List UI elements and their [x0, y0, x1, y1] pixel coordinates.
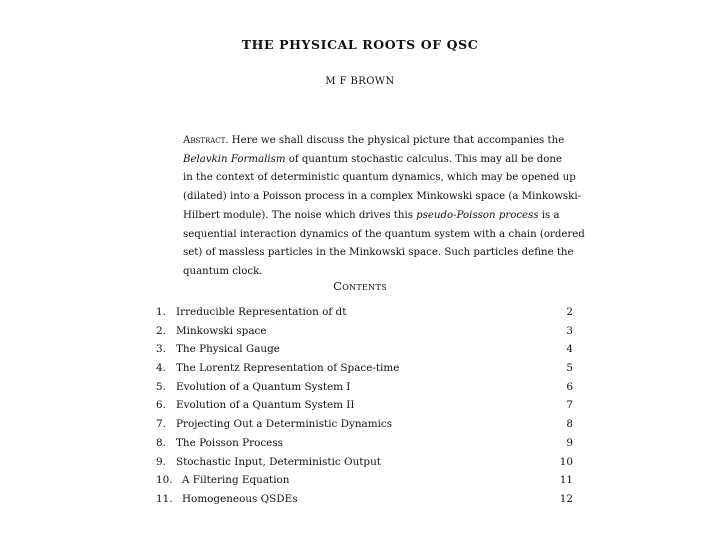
toc-entry: [156, 490, 573, 509]
abstract-text: in the context of deterministic quantum dynamics, which may be opened up: [183, 172, 576, 184]
toc-entry-title: Evolution of a Quantum System II: [176, 399, 355, 412]
toc-entry-page: 3: [566, 324, 573, 337]
toc-entry-page: 11: [559, 474, 573, 487]
toc-entry-title: Projecting Out a Deterministic Dynamics: [176, 418, 393, 431]
toc-entry: [156, 303, 573, 322]
abstract-text: is a: [538, 209, 560, 221]
toc-entry: [156, 415, 573, 434]
abstract-text: Hilbert module). The noise which drives this: [183, 209, 417, 221]
table-of-contents: [156, 303, 573, 509]
toc-entry-number: 1.: [156, 306, 166, 318]
toc-entry-number: 6.: [156, 399, 166, 412]
toc-entry: [156, 340, 573, 359]
abstract-line: [183, 132, 565, 151]
toc-entry-page: 12: [559, 492, 573, 505]
toc-entry-number: 9.: [156, 455, 166, 468]
toc-entry-page: 7: [566, 399, 573, 412]
abstract-emphasis: pseudo-Poisson process: [416, 209, 539, 221]
author-name: M F BROWN: [325, 76, 395, 87]
toc-entry-page: 8: [566, 418, 573, 431]
abstract-text: sequential interaction dynamics of the quantum system with a chain (ordered: [183, 228, 585, 240]
toc-entry-number: 7.: [156, 418, 166, 431]
toc-entry-number: 11.: [156, 492, 173, 505]
abstract-line: [183, 169, 576, 188]
contents-heading: Contents: [333, 279, 387, 293]
abstract-line: [183, 207, 560, 226]
abstract-line: [183, 244, 574, 263]
abstract-text: Here we shall discuss the physical picture that accompanies the: [228, 135, 565, 146]
toc-entry-title: A Filtering Equation: [182, 474, 290, 487]
abstract: [183, 132, 585, 282]
abstract-text: set) of massless particles in the Minkowski space. Such particles define the: [183, 247, 574, 259]
toc-entry-title: Homogeneous QSDEs: [182, 492, 298, 505]
abstract-emphasis: Belavkin Formalism: [183, 153, 286, 165]
abstract-text: of quantum stochastic calculus. This may all be done: [285, 153, 562, 165]
toc-entry-number: 3.: [156, 343, 166, 356]
toc-entry-title: The Physical Gauge: [176, 343, 280, 356]
toc-entry-number: 2.: [156, 324, 166, 337]
toc-entry: [156, 396, 573, 415]
toc-entry-title: Minkowski space: [176, 324, 267, 337]
paper-title: THE PHYSICAL ROOTS OF QSC: [241, 37, 479, 52]
toc-entry-page: 5: [566, 362, 573, 375]
abstract-text: quantum clock.: [183, 265, 263, 277]
toc-entry-number: 8.: [156, 436, 166, 449]
toc-entry-title: Irreducible Representation of dt: [176, 306, 347, 318]
toc-entry-page: 10: [559, 455, 573, 468]
toc-entry-page: 4: [566, 343, 573, 356]
toc-entry: [156, 322, 573, 341]
toc-entry: [156, 453, 573, 472]
toc-entry-title: The Poisson Process: [176, 436, 283, 449]
toc-entry: [156, 434, 573, 453]
toc-entry-title: Stochastic Input, Deterministic Output: [176, 455, 381, 468]
abstract-line: [183, 226, 585, 245]
toc-entry-title: Evolution of a Quantum System I: [176, 380, 351, 393]
toc-entry-number: 10.: [156, 474, 173, 487]
toc-entry-page: 6: [566, 380, 573, 393]
toc-entry-title: The Lorentz Representation of Space-time: [176, 362, 400, 375]
toc-entry-number: 4.: [156, 362, 166, 375]
abstract-line: [183, 188, 582, 207]
toc-entry: [156, 378, 573, 397]
abstract-text: (dilated) into a Poisson process in a complex Minkowski space (a Minkowski-: [183, 191, 582, 203]
toc-entry-number: 5.: [156, 380, 166, 393]
toc-entry-page: 9: [566, 436, 573, 449]
toc-entry: [156, 359, 573, 378]
toc-entry: [156, 471, 573, 490]
toc-entry-page: 2: [566, 306, 573, 318]
abstract-label: Abstract.: [183, 135, 229, 146]
abstract-line: [183, 151, 562, 170]
